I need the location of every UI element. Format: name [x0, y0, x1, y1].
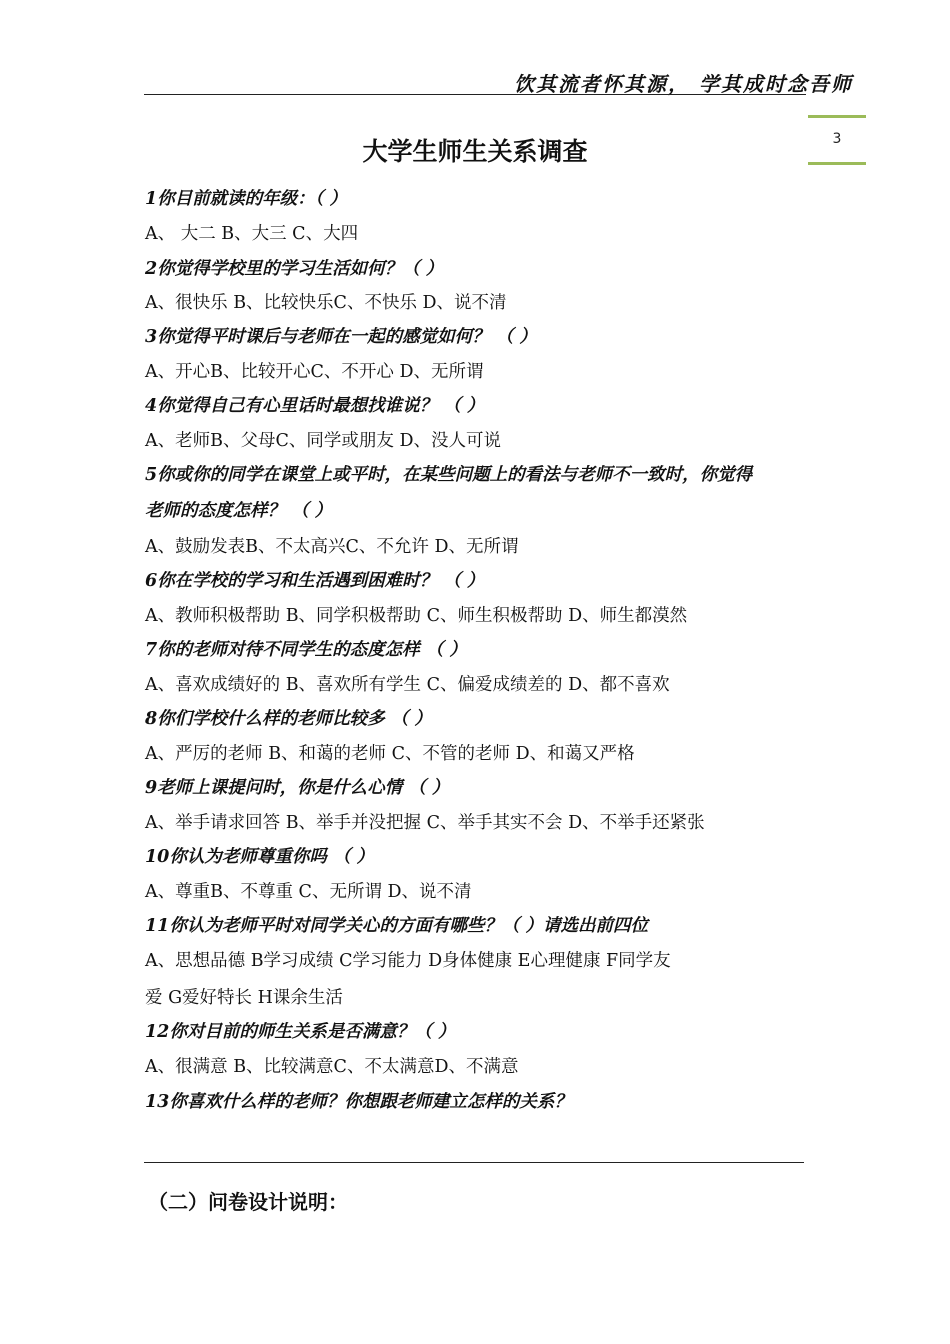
answer-options: A、喜欢成绩好的 B、喜欢所有学生 C、偏爱成绩差的 D、都不喜欢	[145, 675, 670, 695]
question-text: 12你对目前的师生关系是否满意？（ ）	[145, 1022, 456, 1042]
answer-options: A、开心B、比较开心C、不开心 D、无所谓	[145, 362, 484, 382]
header-motto: 饮其流者怀其源， 学其成时念吾师	[514, 72, 853, 96]
question-text: 2你觉得学校里的学习生活如何？（ ）	[145, 259, 444, 279]
answer-options: A、思想品德 B学习成绩 C学习能力 D身体健康 E心理健康 F同学友	[145, 951, 671, 971]
question-text: 1你目前就读的年级：（ ）	[145, 189, 348, 209]
document-title: 大学生师生关系调查	[362, 137, 588, 166]
question-text: 3你觉得平时课后与老师在一起的感觉如何？ （ ）	[145, 327, 537, 347]
question-text: 5你或你的同学在课堂上或平时，在某些问题上的看法与老师不一致时，你觉得	[145, 465, 753, 485]
question-text: 8你们学校什么样的老师比较多 （ ）	[145, 709, 432, 729]
answer-options: A、严厉的老师 B、和蔼的老师 C、不管的老师 D、和蔼又严格	[145, 744, 635, 764]
question-text: 11你认为老师平时对同学关心的方面有哪些？（ ）请选出前四位	[145, 916, 648, 936]
question-text: 7你的老师对待不同学生的态度怎样 （ ）	[145, 640, 467, 660]
question-text: 老师的态度怎样？ （ ）	[145, 501, 333, 521]
page-marker-top-bar	[808, 115, 866, 118]
section-heading: （二）问卷设计说明：	[148, 1190, 348, 1214]
answer-options: A、很满意 B、比较满意C、不太满意D、不满意	[145, 1057, 519, 1077]
page-marker-bottom-bar	[808, 162, 866, 165]
answer-options: A、教师积极帮助 B、同学积极帮助 C、师生积极帮助 D、师生都漠然	[145, 606, 688, 626]
answer-options: A、尊重B、不尊重 C、无所谓 D、说不清	[145, 882, 472, 902]
answer-options: A、鼓励发表B、不太高兴C、不允许 D、无所谓	[145, 537, 519, 557]
answer-options: 爱 G爱好特长 H课余生活	[145, 988, 343, 1008]
question-text: 9老师上课提问时，你是什么心情 （ ）	[145, 778, 450, 798]
question-text: 4你觉得自己有心里话时最想找谁说？ （ ）	[145, 396, 485, 416]
question-text: 6你在学校的学习和生活遇到困难时？ （ ）	[145, 571, 485, 591]
section-divider	[144, 1162, 804, 1163]
page-number-marker	[808, 115, 866, 165]
answer-options: A、举手请求回答 B、举手并没把握 C、举手其实不会 D、不举手还紧张	[145, 813, 705, 833]
answer-options: A、老师B、父母C、同学或朋友 D、没人可说	[145, 431, 501, 451]
answer-options: A、很快乐 B、比较快乐C、不快乐 D、说不清	[145, 293, 507, 313]
question-text: 10你认为老师尊重你吗 （ ）	[145, 847, 375, 867]
header-rule	[144, 94, 806, 95]
question-text: 13你喜欢什么样的老师？你想跟老师建立怎样的关系？	[145, 1092, 572, 1112]
page-number: 3	[832, 131, 842, 147]
answer-options: A、 大二 B、大三 C、大四	[145, 224, 359, 244]
